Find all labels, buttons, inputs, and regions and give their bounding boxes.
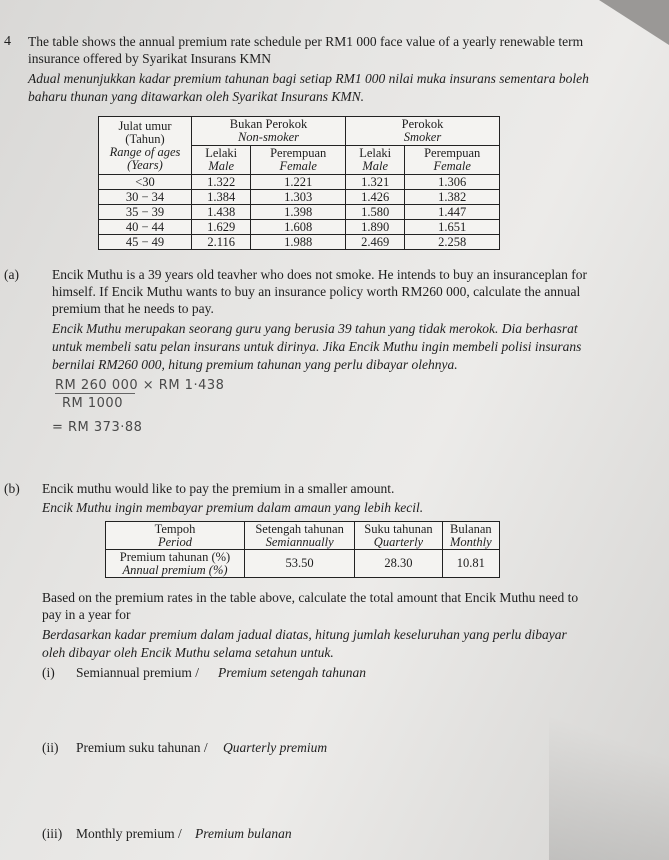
nonsmoker-header-ms: Bukan Perokok bbox=[229, 117, 308, 131]
period-header: Tempoh Period bbox=[106, 522, 245, 550]
smoker-header-ms: Perokok bbox=[401, 117, 444, 131]
part-a-en-line-1: Encik Muthu is a 39 years old teavher who does not smoke. He intends to buy an insuranceplan for bbox=[52, 267, 588, 282]
fraction-bar bbox=[55, 393, 135, 394]
part-b-after-en-2: pay in a year for bbox=[42, 607, 131, 622]
intro-en-line-1: The table shows the annual premium rate schedule per RM1 000 face value of a yearly renewable term bbox=[28, 34, 584, 49]
part-b-after-ms-1: Berdasarkan kadar premium dalam jadual diatas, hitung jumlah keseluruhan yang perlu dibayar bbox=[42, 627, 567, 642]
handwritten-working-line-1: RM 260 000 × RM 1·438 bbox=[55, 378, 225, 393]
part-a-ms-line-2: untuk membeli satu pelan insurans untuk dirinya. Jika Encik Muthu ingin membeli polisi insurans bbox=[52, 339, 582, 354]
part-a-en-line-3: premium that he needs to pay. bbox=[52, 301, 214, 316]
handwritten-working-line-2: RM 1000 bbox=[62, 396, 123, 411]
sub-ii-en: Premium suku tahunan / bbox=[76, 740, 208, 755]
page-fold-shadow bbox=[549, 660, 669, 860]
handwritten-answer: = RM 373·88 bbox=[52, 420, 143, 435]
intro-ms-line-2: baharu thunan yang ditawarkan oleh Syarikat Insurans KMN. bbox=[28, 89, 364, 104]
age-header-ms-unit: (Tahun) bbox=[125, 131, 165, 146]
smoker-header bbox=[345, 117, 499, 146]
payment-period-table bbox=[105, 521, 500, 578]
age-header-ms: Julat umur bbox=[118, 118, 172, 133]
sub-i-ms: Premium setengah tahunan bbox=[218, 665, 366, 680]
nonsmoker-header-en: Non-smoker bbox=[237, 130, 300, 144]
sub-i-en: Semiannual premium / bbox=[76, 665, 199, 680]
part-a-ms-line-3: bernilai RM260 000, hitung premium tahunan yang perlu dibayar olehnya. bbox=[52, 357, 458, 372]
part-a-ms-line-1: Encik Muthu merupakan seorang guru yang berusia 39 tahun yang tidak merokok. Dia berhasrat bbox=[52, 321, 578, 336]
nonsmoker-male-header: Lelaki Male bbox=[192, 146, 251, 175]
sub-iii-en: Monthly premium / bbox=[76, 826, 182, 841]
nonsmoker-female-header: Perempuan Female bbox=[251, 146, 346, 175]
part-a-en-line-2: himself. If Encik Muthu wants to buy an insurance policy worth RM260 000, calculate the annual bbox=[52, 284, 581, 299]
premium-rate-table bbox=[98, 116, 500, 250]
age-header-en: Range of ages bbox=[109, 144, 181, 159]
part-b-label: (b) bbox=[4, 481, 20, 496]
smoker-male-header: Lelaki Male bbox=[345, 146, 404, 175]
part-b-after-en-1: Based on the premium rates in the table above, calculate the total amount that Encik Muthu need to bbox=[42, 590, 579, 605]
table-row: 45 − 49 2.116 1.988 2.469 2.258 bbox=[99, 235, 500, 250]
table-row: 35 − 39 1.438 1.398 1.580 1.447 bbox=[99, 205, 500, 220]
sub-ii-ms: Quarterly premium bbox=[223, 740, 328, 755]
age-header-en-unit: (Years) bbox=[127, 157, 163, 172]
table-row: 40 − 44 1.629 1.608 1.890 1.651 bbox=[99, 220, 500, 235]
question-number: 4 bbox=[4, 34, 11, 49]
part-a-label: (a) bbox=[4, 267, 19, 282]
table-row: <30 1.322 1.221 1.321 1.306 bbox=[99, 175, 500, 190]
monthly-rate: 10.81 bbox=[442, 550, 499, 578]
page-corner-shadow bbox=[599, 0, 669, 45]
sub-ii-label: (ii) bbox=[42, 740, 59, 755]
intro-ms-line-1: Adual menunjukkan kadar premium tahunan bagi setiap RM1 000 nilai muka insurans sementara boleh bbox=[28, 71, 589, 86]
monthly-header: Bulanan Monthly bbox=[442, 522, 499, 550]
part-b-ms: Encik Muthu ingin membayar premium dalam amaun yang lebih kecil. bbox=[42, 500, 424, 515]
table-row: 30 − 34 1.384 1.303 1.426 1.382 bbox=[99, 190, 500, 205]
quarterly-header: Suku tahunan Quarterly bbox=[355, 522, 442, 550]
part-b-en: Encik muthu would like to pay the premium in a smaller amount. bbox=[42, 481, 395, 496]
semiannual-header: Setengah tahunan Semiannually bbox=[245, 522, 355, 550]
sub-iii-ms: Premium bulanan bbox=[195, 826, 292, 841]
annual-premium-label: Premium tahunan (%) Annual premium (%) bbox=[106, 550, 245, 578]
semiannual-rate: 53.50 bbox=[245, 550, 355, 578]
smoker-header-en: Smoker bbox=[403, 130, 442, 144]
quarterly-rate: 28.30 bbox=[355, 550, 442, 578]
nonsmoker-header bbox=[192, 117, 346, 146]
sub-i-label: (i) bbox=[42, 665, 55, 680]
part-b-after-ms-2: oleh dibayar oleh Encik Muthu selama setahun untuk. bbox=[42, 645, 334, 660]
intro-en-line-2: insurance offered by Syarikat Insurans KMN bbox=[28, 51, 272, 66]
age-range-header bbox=[99, 117, 192, 175]
sub-iii-label: (iii) bbox=[42, 826, 63, 841]
smoker-female-header: Perempuan Female bbox=[405, 146, 500, 175]
